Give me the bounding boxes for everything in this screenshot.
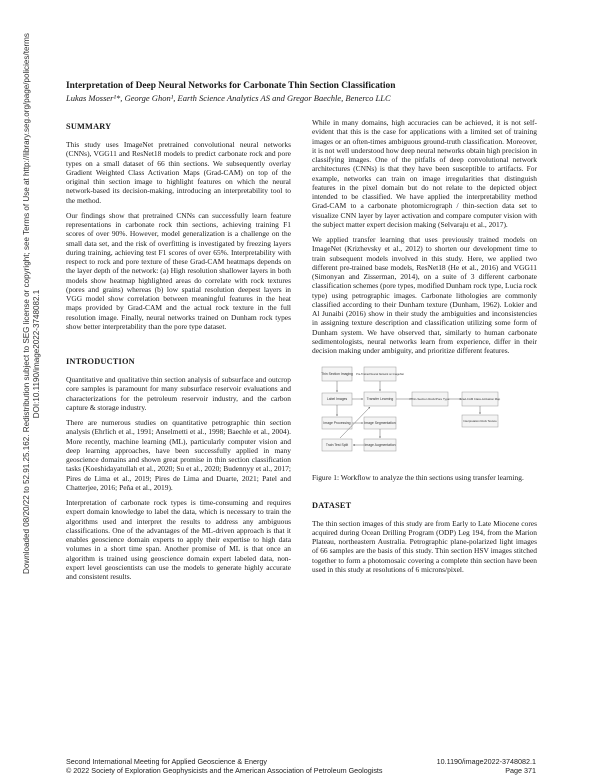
box-label: Thin Section Imaging xyxy=(321,372,353,377)
body-paragraph: We applied transfer learning that uses previously trained models on ImageNet (Krizhevsky et al., 2012) to shorten our development time to train subsequent models involved in this study. Here, we applied two different pre-trained base models, ResNet18 (He et al., 2016) and VGG11 (Simonyan and Zisserman, 2014), on a suite of 3 different carbonate classification schemes (pore types, modified Dunham rock type, Lucia rock type) using petrographic images. Carbonate lithologies are commonly classified according to their Dunham texture (Dunham, 1962). Lokier and Al Junaibi (2016) show in their study the ambiguities and inconsistencies in assigning texture description and classification utilizing some form of Dunham system. We have observed that, similarly to human carbonate sedimentologists, neural networks learn from experience, differ in their decision making under ambiguity, and prioritize different features. xyxy=(312,235,537,355)
workflow-diagram xyxy=(320,365,520,465)
box-label: Label Images xyxy=(326,397,348,402)
box-label: Image Augmentation xyxy=(364,443,396,448)
dataset-heading: DATASET xyxy=(312,500,352,510)
figure-caption: Figure 1: Workflow to analyze the thin sections using transfer learning. xyxy=(312,473,524,483)
summary-paragraph: This study uses ImageNet pretrained convolutional neural networks (CNNs), VGG11 and ResNet18 models to predict carbonate rock and pore types on a small dataset of 66 thin sections. We subsequently overlay Gradient Weighted Class Activation Maps (Grad-CAM) on top of the original thin section image to highlight features on which the neural network-based its decision-making, introducing an interpretability tool to the method. xyxy=(66,140,291,205)
box-label: Grad-CAM Class-Activation Map xyxy=(459,397,501,402)
box-label: Image Processing xyxy=(323,421,351,426)
left-column xyxy=(66,118,291,587)
summary-heading: SUMMARY xyxy=(66,122,112,131)
right-column xyxy=(312,118,537,580)
workflow-figure xyxy=(320,365,520,465)
footer-doi: 10.1190/image2022-3748082.1 xyxy=(436,757,536,766)
summary-paragraph: Our findings show that pretrained CNNs can successfully learn feature representations in carbonate rock thin sections, achieving training F1 scores of over 90%. However, model generalization is a challenge on the small data set, and the risk of overfitting is investigated by freezing layers during training, achieving test F1 scores of over 65%. Interpretability with respect to rock and pore texture of these Grad-CAM heatmaps depends on the layer depth of the network: (a) High resolution shallower layers in both models show heatmap highlighted areas do correlate with rock textures (pores and grains) whereas (b) low spatial resolution deepest layers in VGG model show correlation between meaningful features in the heat maps provided by Grad-CAM and the actual rock texture in the full resolution image. Finally, neural networks trained on Dunham rock types show better interpretability than the pore type dataset. xyxy=(66,210,291,331)
footer-conference: Second International Meeting for Applied Geoscience & Energy xyxy=(66,757,267,766)
download-notice xyxy=(22,33,50,574)
box-label: Transfer Learning xyxy=(366,397,394,402)
doi-notice-line: DOI:10.1190/image2022-3748082.1 xyxy=(32,289,41,419)
introduction-paragraph: There are numerous studies on quantitative petrographic thin section analysis (Ehrlich et al., 1991; Anselmetti et al., 1998; Baechle et al., 2004). More recently, machine learning (ML), particularly computer vision and deep learning approaches, have been successfully applied in many geoscience domains and shown great promise in thin section classification tasks (Koeshidayatullah et al., 2020; Su et al., 2020; Budennyy et al., 2017; Pires de Lima et al., 2019; Pires de Lima and Duarte, 2021; Patel and Chatterjee, 2016; Peña et al., 2019). xyxy=(66,418,291,492)
footer-page-number: Page 371 xyxy=(505,766,536,775)
introduction-paragraph: Quantitative and qualitative thin section analysis of subsurface and outcrop core samples is paramount for many subsurface reservoir evaluations and characterizations for the petroleum reservoir industry, and the carbon capture & storage industry. xyxy=(66,375,291,412)
download-notice-line: Downloaded 08/20/22 to 52.91.25.162. Redistribution subject to SEG license or copyright; see Terms of Use at http://library.seg.org/page/policies/terms xyxy=(22,33,31,574)
box-label: Interpretation Rock Texture xyxy=(463,419,497,424)
box-label: Thin-Section Rock/Pore Type xyxy=(410,397,450,402)
footer-copyright: © 2022 Society of Exploration Geophysicists and the American Association of Petroleum Geologists xyxy=(66,766,383,775)
box-label: Pre-Trained Neural Network on ImageNet xyxy=(356,373,404,377)
introduction-paragraph: Interpretation of carbonate rock types is time-consuming and requires expert domain knowledge to label the data, which is necessary to train the algorithms used and interpret the results to address any ambiguous classifications. One of the advantages of the ML-driven approach is that it enables geoscience domain experts to apply their expertise to high data volumes in a short time span. Another promise of ML is that once an algorithm is trained using geoscience domain expert labeled data, non-expert level geoscientists can use the models to generate highly accurate and consistent results. xyxy=(66,498,291,581)
box-label: Image Segmentation xyxy=(364,421,396,426)
body-paragraph: While in many domains, high accuracies can be achieved, it is not self-evident that this is the case for applications with a limited set of training images or an often-times ambiguous ground-truth classification. Moreover, it is not well understood how deep neural networks obtain high precision in classifying images. One of the pitfalls of deep convolutional network architectures (CNNs) is that they have been susceptible to artifacts. For example, networks can train on image irregularities that distinguish features in the pixel domain but do not relate to the depicted object intended to be classified. We have applied the interpretability method Grad-CAM to a carbonate photomicrograph / thin-section data set to visualize CNN layer by layer activation and compare computer vision with the subject matter expert decision making (Selvaraju et al., 2017). xyxy=(312,118,537,229)
dataset-paragraph: The thin section images of this study are from Early to Late Miocene cores acquired during Ocean Drilling Program (ODP) Leg 194, from the Marion Plateau, northeastern Australia. Petrographic plane-polarized light images of 66 samples are the basis of this study. Thin section HSV images stitched together to form a photomosaic covering a complete thin section have been used in this study at resolutions of 6 microns/pixel. xyxy=(312,518,537,574)
paper-title: Interpretation of Deep Neural Networks for Carbonate Thin Section Classification xyxy=(66,81,396,91)
paper-authors: Lukas Mosser¹*, George Ghon¹, Earth Science Analytics AS and Gregor Baechle, Benerco LLC xyxy=(66,93,391,103)
box-label: Train Test Split xyxy=(325,443,349,448)
introduction-heading: INTRODUCTION xyxy=(66,357,135,366)
